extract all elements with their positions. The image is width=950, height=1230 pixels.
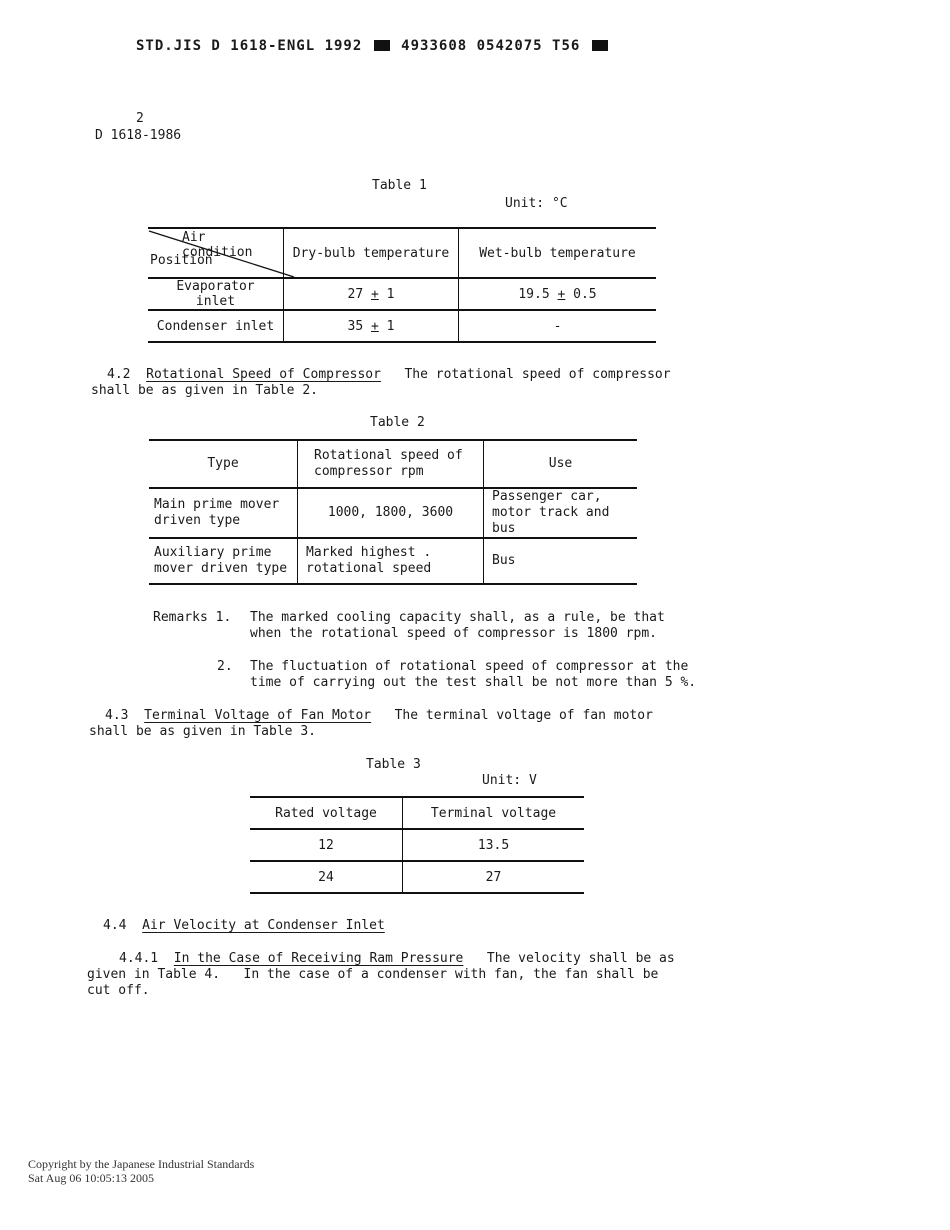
remark-line: The marked cooling capacity shall, as a rule, be that [250, 610, 665, 625]
corner-air-condition: Air condition [182, 230, 253, 260]
section-heading: Air Velocity at Condenser Inlet [142, 918, 385, 933]
row-label: Evaporator inlet [148, 278, 284, 310]
header-code: 4933608 0542075 T56 [401, 38, 581, 54]
dry-bulb-value [284, 278, 459, 310]
table-row [148, 278, 656, 310]
table3-unit: Unit: V [482, 773, 537, 788]
rated-voltage-cell: 24 [250, 861, 403, 893]
table3 [250, 796, 584, 894]
remark-1 [250, 610, 665, 642]
tolerance: 0.5 [573, 286, 597, 302]
plus-minus-sign: + [371, 286, 379, 302]
speed-line: rotational speed [306, 561, 432, 576]
section-text: The terminal voltage of fan motor [394, 708, 653, 723]
use-line: motor track and bus [492, 505, 610, 536]
speed-cell [298, 538, 484, 584]
tolerance: 1 [386, 286, 395, 302]
section-number: 4.4.1 [119, 951, 159, 966]
table1-col-wet: Wet-bulb temperature [479, 245, 636, 261]
section-text: given in Table 4. [87, 967, 221, 982]
document-header [136, 38, 610, 54]
speed-cell: 1000, 1800, 3600 [298, 488, 484, 538]
page-number: 2 [136, 111, 144, 126]
table2-col-type: Type [149, 440, 298, 488]
speed-line: Marked highest . [306, 545, 432, 560]
section-4-3 [89, 708, 653, 740]
plus-minus-sign: + [371, 318, 379, 334]
table1-corner-cell [148, 228, 284, 278]
table1 [148, 227, 656, 343]
table-row [148, 310, 656, 342]
remark-line: when the rotational speed of compressor is 1800 rpm. [250, 626, 657, 641]
section-number: 4.2 [107, 367, 131, 382]
table2-col-use: Use [548, 456, 573, 471]
table1-title: Table 1 [372, 178, 427, 193]
section-heading: Rotational Speed of Compressor [146, 367, 381, 382]
type-cell [149, 538, 298, 584]
table-row [250, 861, 584, 893]
section-text: cut off. [87, 983, 150, 998]
table-row [149, 488, 637, 538]
section-heading: In the Case of Receiving Ram Pressure [173, 951, 464, 966]
row-label: Condenser inlet [148, 310, 284, 342]
wet-bulb-value [459, 278, 657, 310]
header-block-mark [374, 40, 390, 51]
remark-line: The fluctuation of rotational speed of compressor at the [250, 659, 689, 674]
document-id: D 1618-1986 [95, 128, 182, 143]
type-line: driven type [154, 513, 241, 528]
section-number: 4.3 [105, 708, 129, 723]
table1-unit: Unit: °C [505, 196, 568, 211]
value: 35 [347, 318, 364, 334]
section-text: The velocity shall be as [486, 951, 675, 966]
use-cell [484, 488, 638, 538]
type-line: Auxiliary prime [154, 545, 272, 560]
table3-title: Table 3 [366, 757, 421, 772]
table1-col-dry: Dry-bulb temperature [284, 228, 459, 278]
remark-line: time of carrying out the test shall be not more than 5 %. [250, 675, 697, 690]
table2-title: Table 2 [370, 415, 425, 430]
remark-2 [250, 659, 696, 691]
terminal-voltage-cell: 27 [485, 869, 502, 885]
plus-minus-sign: + [557, 286, 566, 302]
table-row [149, 538, 637, 584]
type-cell [149, 488, 298, 538]
value: 19.5 [518, 286, 550, 302]
timestamp-line: Sat Aug 06 10:05:13 2005 [28, 1171, 155, 1185]
header-standard-id: STD.JIS D 1618-ENGL 1992 [136, 38, 363, 54]
table-header-row [149, 440, 637, 488]
tolerance: 1 [386, 318, 395, 334]
section-4-4-1 [87, 951, 675, 999]
section-4-2 [91, 367, 671, 399]
table2-col-speed [298, 440, 484, 488]
dry-bulb-value [284, 310, 459, 342]
type-line: mover driven type [154, 561, 288, 576]
copyright-footer [28, 1157, 254, 1185]
section-text: The rotational speed of compressor [404, 367, 671, 382]
section-number: 4.4 [103, 918, 127, 933]
table3-col-terminal: Terminal voltage [430, 805, 557, 821]
wet-bulb-value: - [553, 318, 562, 334]
remarks-label: Remarks 1. [153, 610, 232, 625]
table-row [250, 829, 584, 861]
copyright-line: Copyright by the Japanese Industrial Standards [28, 1157, 255, 1171]
use-line: Passenger car, [492, 489, 602, 504]
corner-position: Position [150, 253, 213, 268]
table-header-row [250, 797, 584, 829]
header-line: compressor rpm [314, 464, 424, 479]
section-heading: Terminal Voltage of Fan Motor [144, 708, 372, 723]
rated-voltage-cell: 12 [250, 829, 403, 861]
table3-col-rated: Rated voltage [250, 797, 403, 829]
table2 [149, 439, 637, 585]
section-text: shall be as given in Table 2. [91, 383, 318, 398]
type-line: Main prime mover [154, 497, 280, 512]
header-block-mark [592, 40, 608, 51]
value: 27 [347, 286, 364, 302]
table-header-row [148, 228, 656, 278]
remark-2-number: 2. [217, 659, 233, 674]
section-4-4 [103, 918, 385, 934]
header-line: Rotational speed of [314, 448, 463, 463]
section-text: In the case of a condenser with fan, the fan shall be [243, 967, 659, 982]
section-text: shall be as given in Table 3. [89, 724, 316, 739]
use-cell: Bus [492, 553, 516, 568]
terminal-voltage-cell: 13.5 [477, 837, 510, 853]
